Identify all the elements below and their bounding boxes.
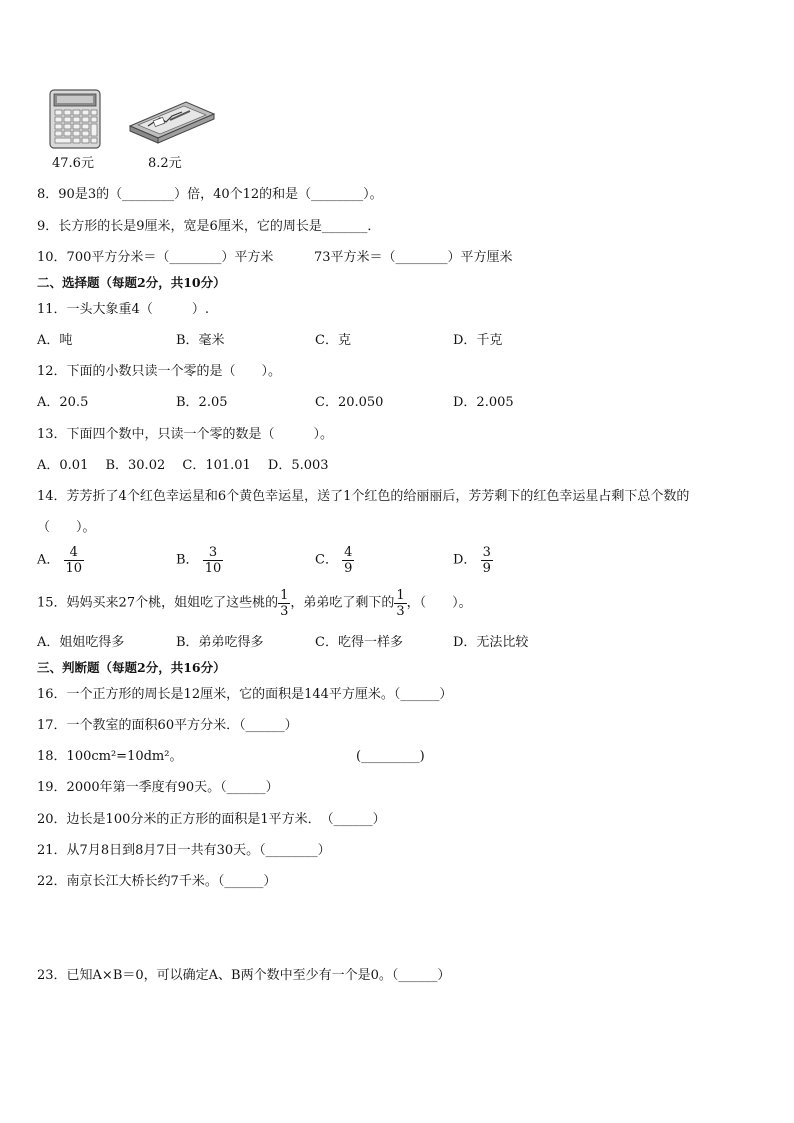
numerator: 3 — [203, 545, 224, 561]
question-12-option-d: D．2.005 — [453, 395, 514, 410]
question-15 — [37, 588, 472, 619]
fraction — [342, 545, 354, 576]
question-12-option-b: B．2.05 — [176, 395, 228, 410]
question-14-option-c — [315, 545, 354, 576]
question-14-line-1: 14．芳芳折了4个红色幸运星和6个黄色幸运星，送了1个红色的给丽丽后，芳芳剩下的红色幸运星占剩下总个数的 — [37, 489, 690, 504]
numerator: 1 — [280, 588, 289, 603]
question-15-option-a: A．姐姐吃得多 — [37, 635, 125, 650]
question-14-option-b — [176, 545, 223, 576]
numerator: 3 — [482, 545, 491, 560]
question-16: 16．一个正方形的周长是12厘米，它的面积是144平方厘米。（______） — [37, 687, 453, 702]
numerator: 4 — [64, 545, 85, 561]
question-10-part-b: 73平方米＝（________）平方厘米 — [314, 250, 513, 265]
question-12: 12．下面的小数只读一个零的是（ ）。 — [37, 364, 282, 379]
question-11-option-d: D．千克 — [453, 333, 503, 348]
pencil-case-price: 8.2元 — [148, 156, 182, 171]
calculator-image — [48, 88, 104, 150]
option-label: C． — [315, 552, 338, 568]
question-23: 23．已知A×B＝0，可以确定A、B两个数中至少有一个是0。（______） — [37, 968, 451, 983]
question-11-option-c: C．克 — [315, 333, 351, 348]
fraction — [278, 588, 290, 619]
denominator: 3 — [280, 604, 289, 619]
question-14-option-d — [453, 545, 493, 576]
question-11: 11．一头大象重4（ ）. — [37, 302, 209, 317]
question-13: 13．下面四个数中，只读一个零的数是（ ）。 — [37, 427, 334, 442]
question-15-text-c: ，（ ）。 — [406, 595, 472, 611]
denominator: 9 — [482, 561, 491, 576]
fraction — [64, 545, 85, 576]
question-15-text-b: ，弟弟吃了剩下的 — [290, 595, 395, 611]
denominator: 9 — [344, 561, 353, 576]
calculator-price: 47.6元 — [52, 156, 94, 171]
question-20: 20．边长是100分米的正方形的面积是1平方米． （______） — [37, 812, 386, 827]
question-15-option-b: B．弟弟吃得多 — [176, 635, 264, 650]
fraction — [481, 545, 493, 576]
question-14-option-a — [37, 545, 84, 576]
question-12-option-c: C．20.050 — [315, 395, 384, 410]
denominator: 10 — [65, 561, 83, 576]
fraction — [203, 545, 224, 576]
question-15-option-c: C．吃得一样多 — [315, 635, 403, 650]
fraction — [394, 588, 406, 619]
question-18: 18．100cm²=10dm²。 — [37, 749, 183, 764]
option-label: D． — [453, 552, 477, 568]
question-9: 9．长方形的长是9厘米，宽是6厘米，它的周长是_______． — [37, 219, 381, 234]
denominator: 10 — [204, 561, 222, 576]
numerator: 4 — [344, 545, 353, 560]
numerator: 1 — [396, 588, 405, 603]
question-15-option-d: D．无法比较 — [453, 635, 529, 650]
section-heading-choice: 二、选择题（每题2分，共10分） — [37, 275, 226, 290]
question-14-line-2: （ ）。 — [37, 520, 96, 535]
question-15-text-a: 15．妈妈买来27个桃，姐姐吃了这些桃的 — [37, 595, 279, 611]
question-8: 8．90是3的（________）倍，40个12的和是（________）。 — [37, 187, 383, 202]
question-17: 17．一个教室的面积60平方分米．（______） — [37, 718, 298, 733]
question-13-options: A．0.01 B．30.02 C．101.01 D．5.003 — [37, 458, 329, 473]
pencil-case-image — [126, 96, 218, 144]
question-22: 22．南京长江大桥长约7千米。（______） — [37, 874, 277, 889]
section-heading-judgment: 三、判断题（每题2分，共16分） — [37, 660, 226, 675]
question-11-option-b: B．毫米 — [176, 333, 225, 348]
question-12-option-a: A．20.5 — [37, 395, 89, 410]
question-18-answer-blank: (_________) — [356, 749, 425, 764]
denominator: 3 — [396, 604, 405, 619]
question-19: 19．2000年第一季度有90天。（______） — [37, 780, 279, 795]
question-10-part-a: 10．700平方分米＝（________）平方米 — [37, 250, 274, 265]
question-21: 21．从7月8日到8月7日一共有30天。（________） — [37, 843, 331, 858]
option-label: B． — [176, 552, 199, 568]
option-label: A． — [37, 552, 60, 568]
question-11-option-a: A．吨 — [37, 333, 73, 348]
